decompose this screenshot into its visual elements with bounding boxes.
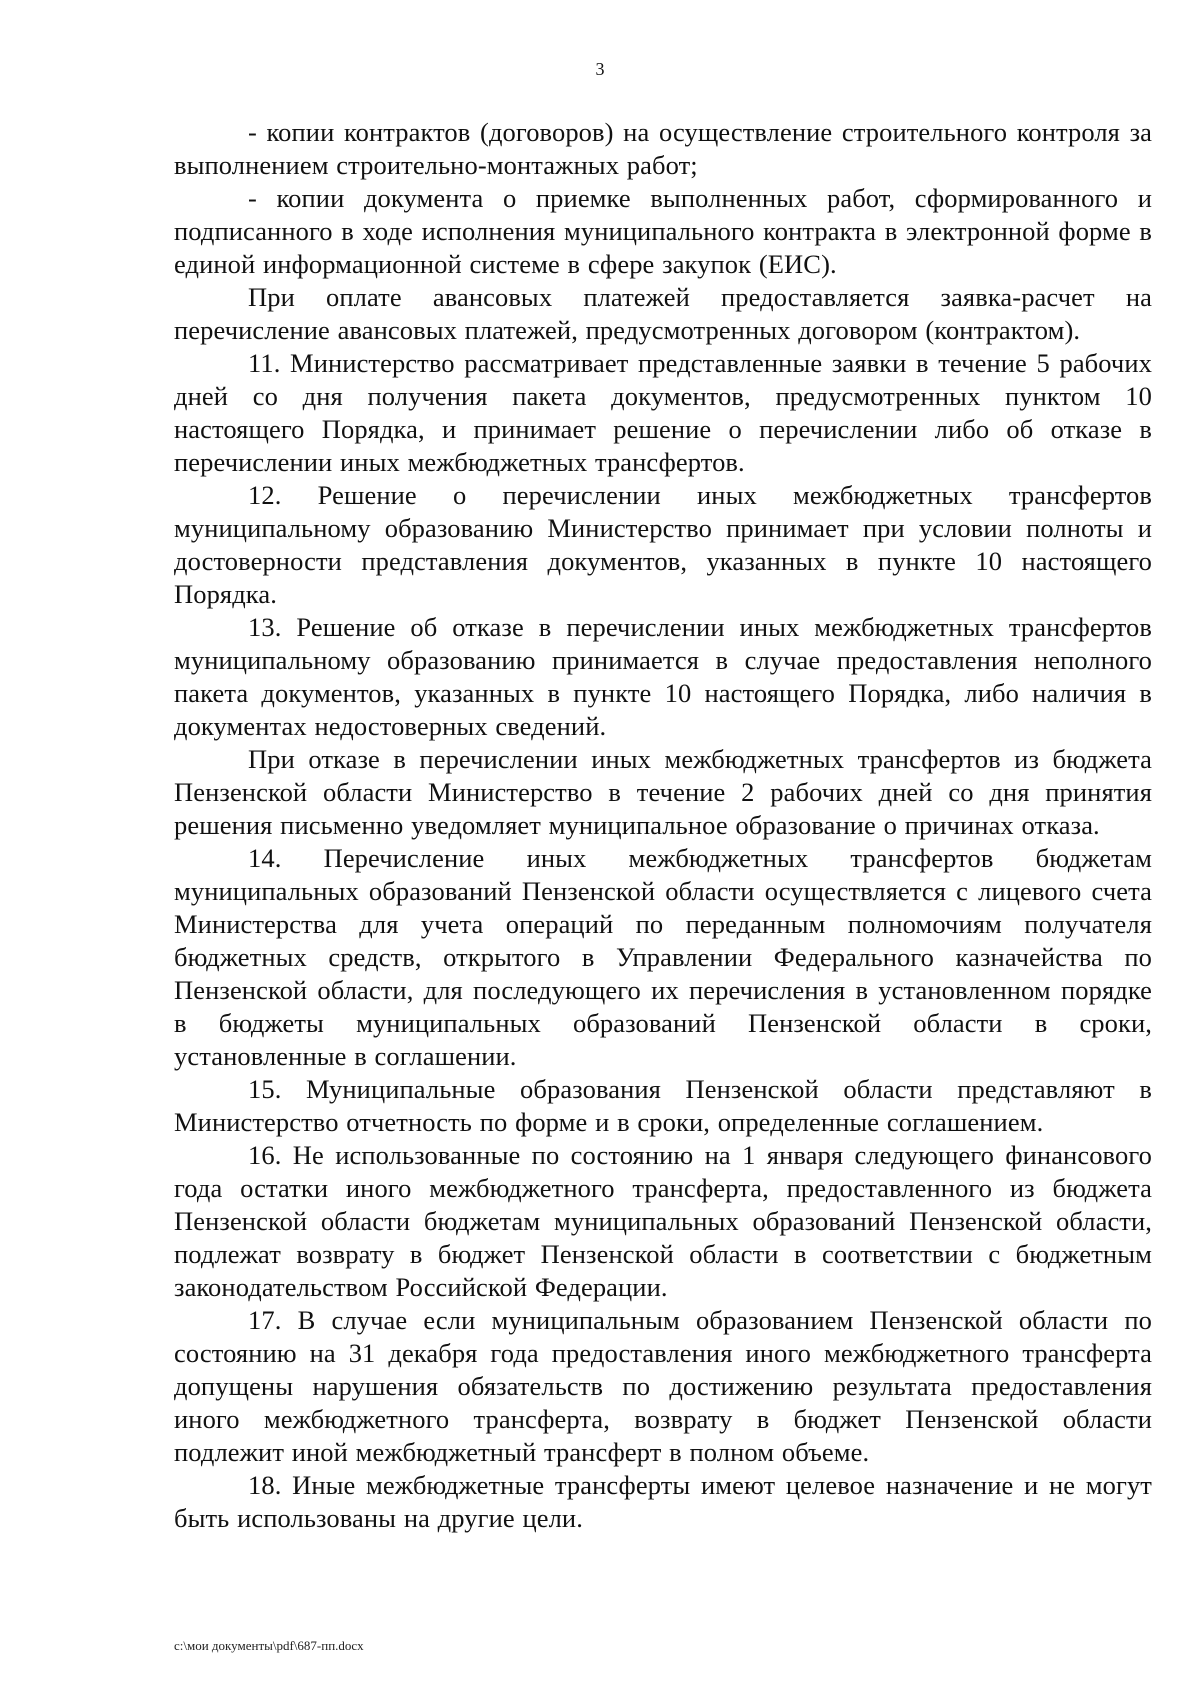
paragraph-16: 16. Не использованные по состоянию на 1 января следующего финансового года остатки иного межбюджетного трансферта, предоставленного из бюджета Пензенской области бюджетам муниципальных образований Пензенской области, подлежат возврату в бюджет Пензенской области в соответствии с бюджетным законодательством Российской Федерации. xyxy=(174,1140,1152,1302)
paragraph-18: 18. Иные межбюджетные трансферты имеют целевое назначение и не могут быть использованы на другие цели. xyxy=(174,1470,1152,1533)
paragraph-contract-copies: - копии контрактов (договоров) на осуществление строительного контроля за выполнением строительно-монтажных работ; xyxy=(174,117,1152,180)
paragraph-acceptance-document: - копии документа о приемке выполненных работ, сформированного и подписанного в ходе исполнения муниципального контракта в электронной форме в единой информационной системе в сфере закупок (ЕИС). xyxy=(174,183,1152,279)
paragraph-15: 15. Муниципальные образования Пензенской области представляют в Министерство отчетность по форме и в сроки, определенные соглашением. xyxy=(174,1074,1152,1137)
paragraph-17: 17. В случае если муниципальным образованием Пензенской области по состоянию на 31 декабря года предоставления иного межбюджетного трансферта допущены нарушения обязательств по достижению результата предоставления иного межбюджетного трансферта, возврату в бюджет Пензенской области подлежит иной межбюджетный трансферт в полном объеме. xyxy=(174,1305,1152,1467)
paragraph-13: 13. Решение об отказе в перечислении иных межбюджетных трансфертов муниципальному образованию принимается в случае предоставления неполного пакета документов, указанных в пункте 10 настоящего Порядка, либо наличия в документах недостоверных сведений. xyxy=(174,612,1152,741)
page-number: 3 xyxy=(595,59,605,79)
paragraph-advance-payments: При оплате авансовых платежей предоставляется заявка-расчет на перечисление авансовых платежей, предусмотренных договором (контрактом). xyxy=(174,282,1152,345)
paragraph-12: 12. Решение о перечислении иных межбюджетных трансфертов муниципальному образованию Министерство принимает при условии полноты и достоверности представления документов, указанных в пункте 10 настоящего Порядка. xyxy=(174,480,1152,609)
paragraph-refusal-notice: При отказе в перечислении иных межбюджетных трансфертов из бюджета Пензенской области Министерство в течение 2 рабочих дней со дня принятия решения письменно уведомляет муниципальное образование о причинах отказа. xyxy=(174,744,1152,840)
paragraph-11: 11. Министерство рассматривает представленные заявки в течение 5 рабочих дней со дня получения пакета документов, предусмотренных пунктом 10 настоящего Порядка, и принимает решение о перечислении либо об отказе в перечислении иных межбюджетных трансфертов. xyxy=(174,348,1152,477)
paragraph-14: 14. Перечисление иных межбюджетных трансфертов бюджетам муниципальных образований Пензенской области осуществляется с лицевого счета Министерства для учета операций по переданным полномочиям получателя бюджетных средств, открытого в Управлении Федерального казначейства по Пензенской области, для последующего их перечисления в установленном порядке в бюджеты муниципальных образований Пензенской области в сроки, установленные в соглашении. xyxy=(174,843,1152,1071)
document-body xyxy=(174,116,1152,1535)
footer-file-path: c:\мои документы\pdf\687-пп.docx xyxy=(174,1638,364,1653)
